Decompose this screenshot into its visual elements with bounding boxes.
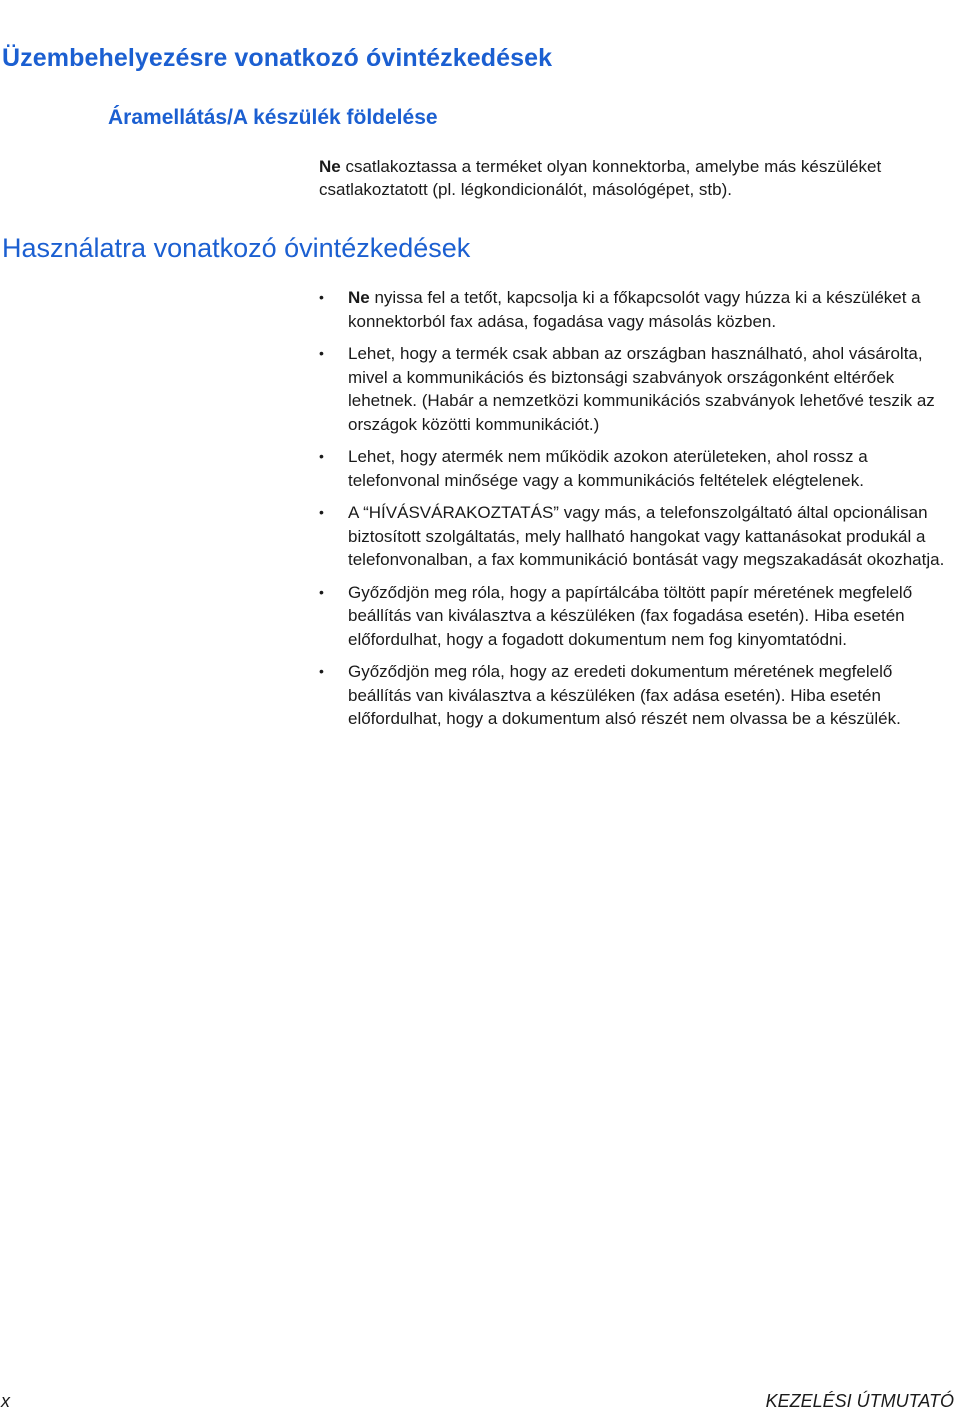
- list-item-text: nyissa fel a tetőt, kapcsolja ki a főkapcsolót vagy húzza ki a készüléket a konnektorból fax adása, fogadása vagy másolás közben.: [348, 288, 921, 331]
- list-item: [319, 581, 955, 652]
- bullet-icon: •: [319, 448, 324, 464]
- list-item: [319, 342, 955, 436]
- section-heading-usage: Használatra vonatkozó óvintézkedések: [2, 233, 471, 263]
- bullet-icon: •: [319, 504, 324, 520]
- bullet-icon: •: [319, 289, 324, 305]
- list-item-text: Győződjön meg róla, hogy az eredeti dokumentum méretének megfelelő beállítás van kiválasztva a készüléken (fax adása esetén). Hiba esetén előfordulhat, hogy a dokumentum alsó részét nem olvassa be a készülék.: [348, 662, 901, 728]
- power-paragraph-lead: Ne: [319, 157, 341, 176]
- list-item: [319, 445, 955, 492]
- power-paragraph: [319, 155, 949, 201]
- section-subheading-power: Áramellátás/A készülék földelése: [108, 106, 438, 129]
- list-item-text: A “HÍVÁSVÁRAKOZTATÁS” vagy más, a telefonszolgáltató által opcionálisan biztosított szolgáltatás, mely hallható hangokat vagy kattanásokat produkál a telefonvonalban, a fax kommunikáció bontását vagy megszakadását okozhatja.: [348, 503, 945, 569]
- page-number: x: [1, 1391, 10, 1411]
- list-item: [319, 501, 955, 572]
- bullet-icon: •: [319, 663, 324, 679]
- list-item: [319, 660, 955, 731]
- footer-manual-title: KEZELÉSI ÚTMUTATÓ: [765, 1391, 954, 1411]
- list-item: [319, 286, 955, 333]
- bullet-icon: •: [319, 583, 324, 600]
- page-title: Üzembehelyezésre vonatkozó óvintézkedések: [2, 44, 553, 72]
- list-item-text: Lehet, hogy atermék nem működik azokon aterületeken, ahol rossz a telefonvonal minősége vagy a kommunikációs feltételek elégtelenek.: [348, 447, 868, 490]
- list-item-text: Lehet, hogy a termék csak abban az országban használható, ahol vásárolta, mivel a kommunikációs és biztonsági szabványok országonként eltérőek lehetnek. (Habár a nemzetközi kommunikációs szabványok lehetővé teszik az országok közötti kommunikációt.): [348, 344, 935, 434]
- list-item-lead: Ne: [348, 288, 370, 307]
- usage-precautions-list: [319, 286, 955, 740]
- power-paragraph-text: csatlakoztassa a terméket olyan konnektorba, amelybe más készüléket csatlakoztatott (pl. légkondicionálót, másológépet, stb).: [319, 157, 882, 199]
- list-item-text: Győződjön meg róla, hogy a papírtálcába töltött papír méretének megfelelő beállítás van kiválasztva a készüléken (fax fogadása esetén). Hiba esetén előfordulhat, hogy a fogadott dokumentum nem fog kinyomtatódni.: [348, 582, 913, 649]
- bullet-icon: •: [319, 345, 324, 361]
